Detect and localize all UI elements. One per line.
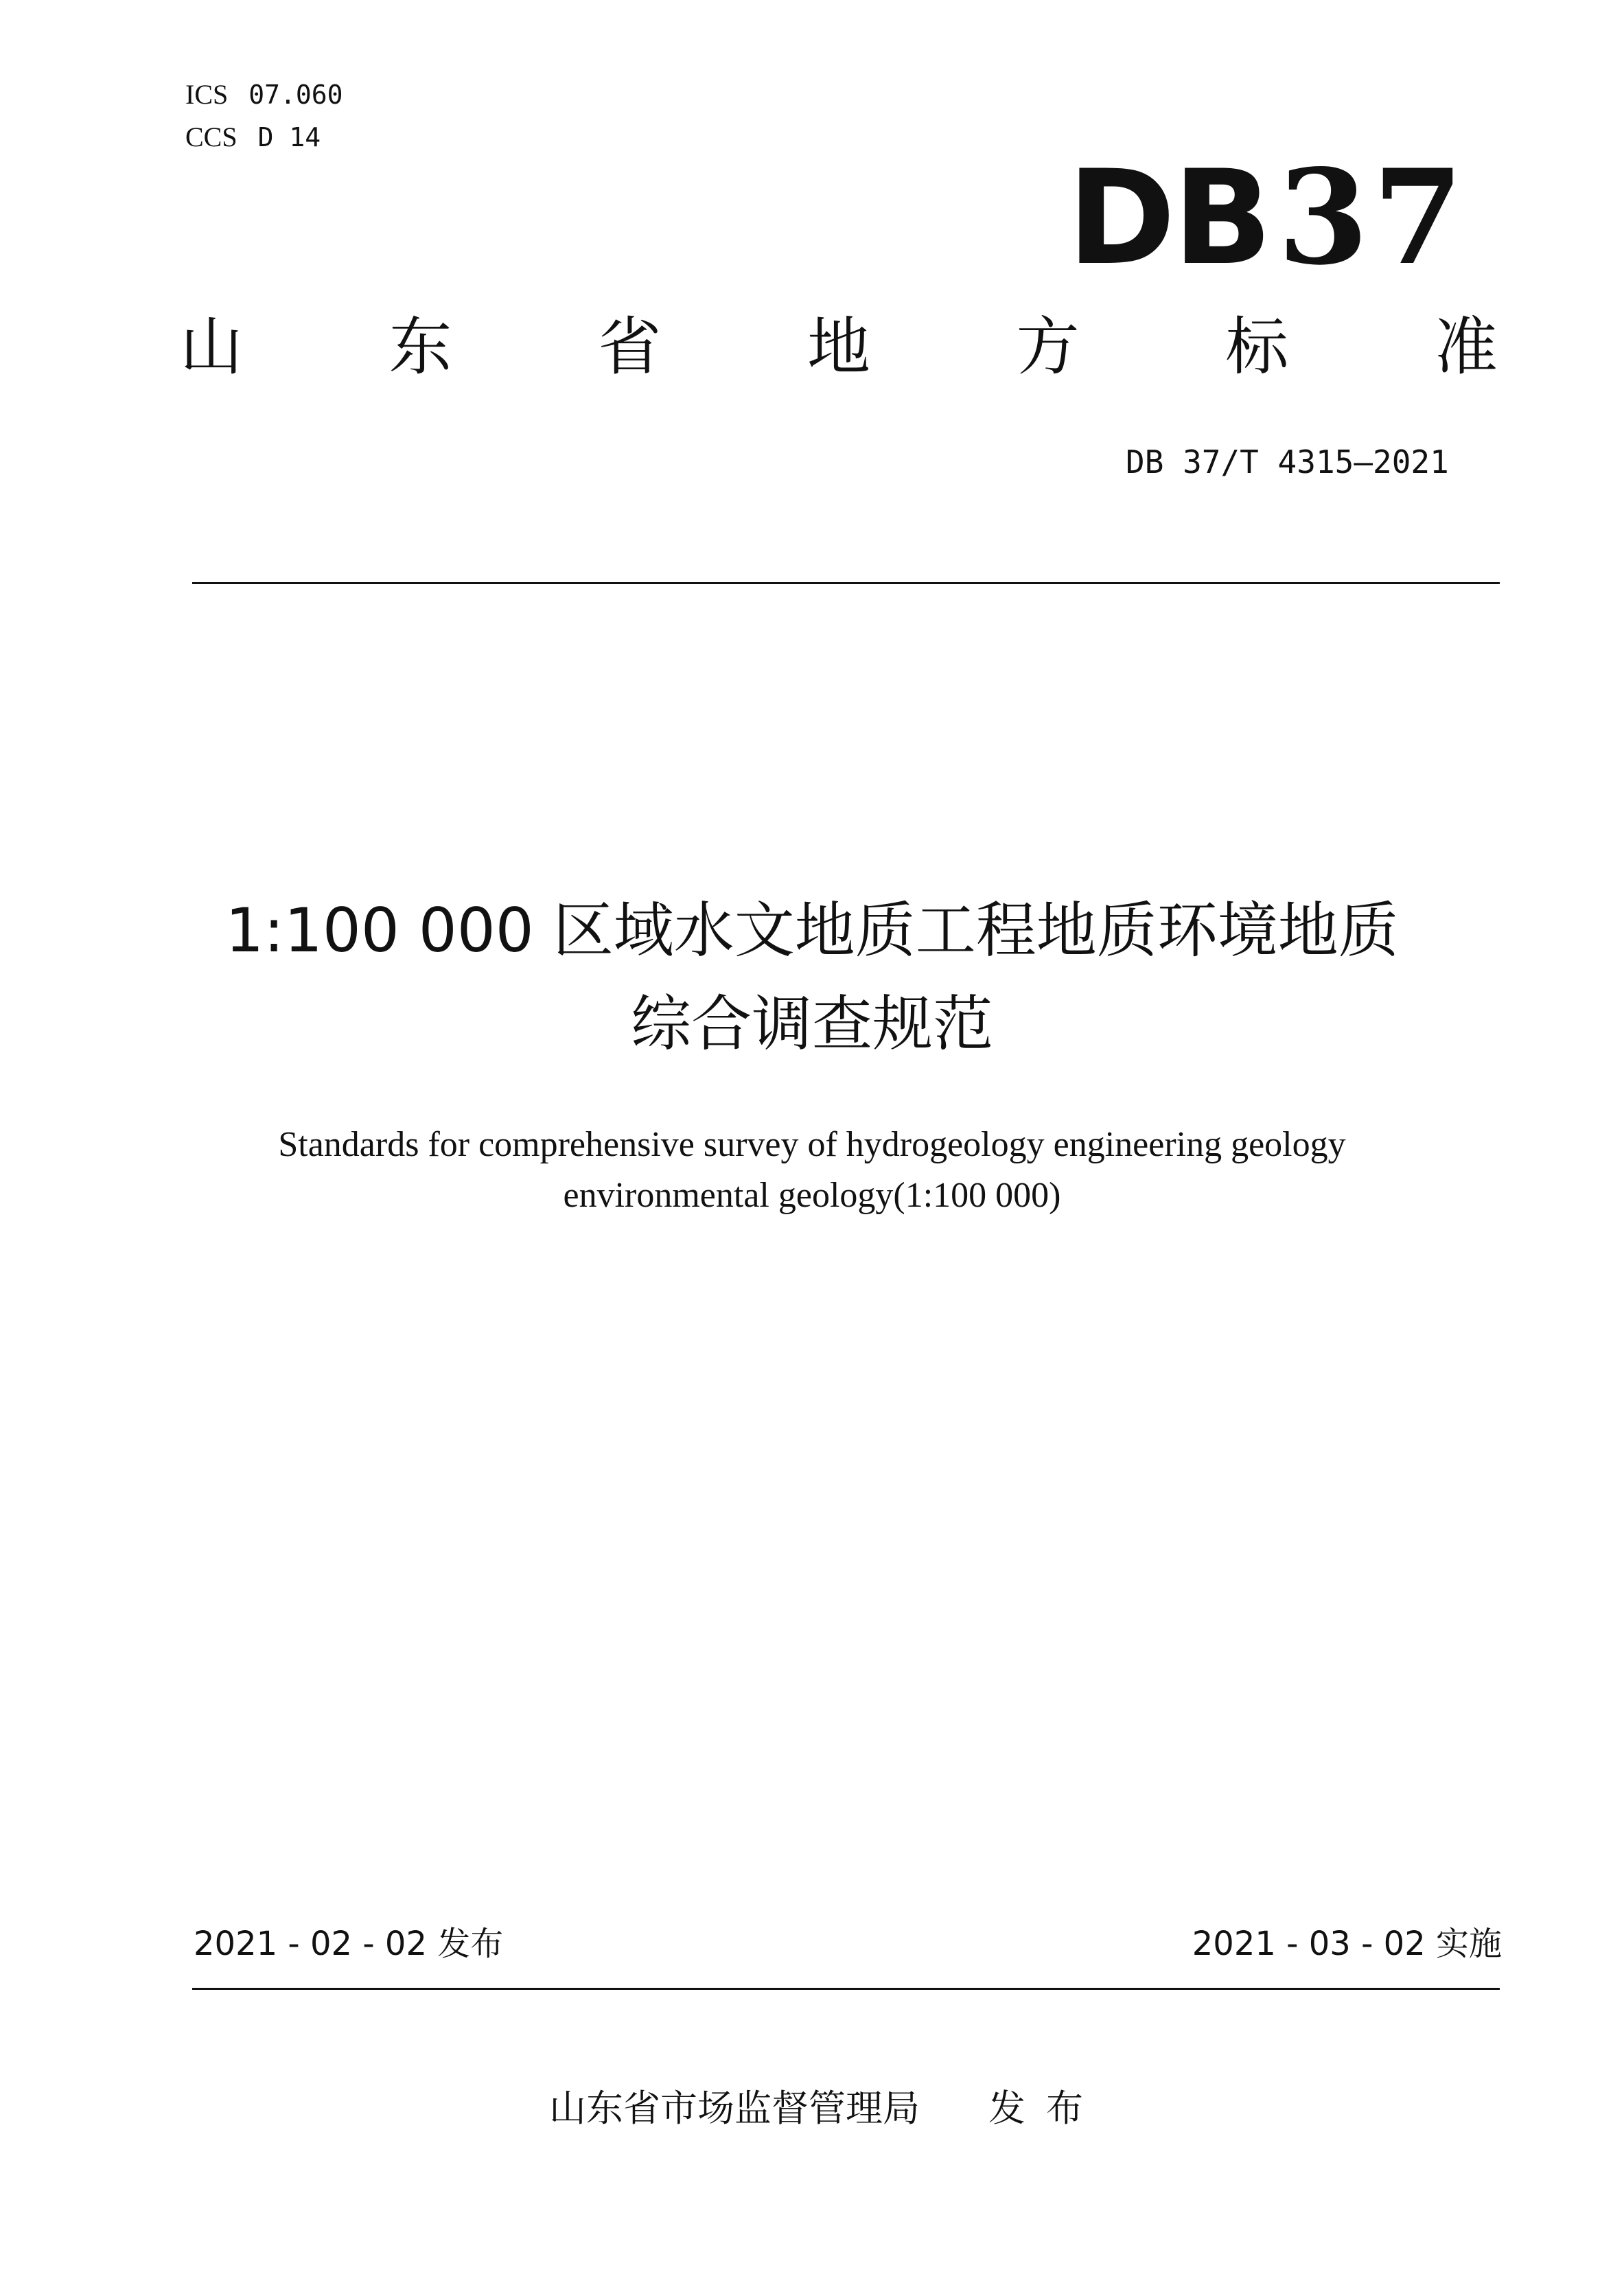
title-en-line2: environmental geology(1:100 000) (563, 1176, 1061, 1215)
ccs-label: CCS (185, 121, 237, 152)
logo-letters: DB (1067, 142, 1270, 294)
issuer-action: 发布 (988, 2087, 1104, 2130)
standard-type-char: 省 (598, 310, 662, 384)
issuer-name: 山东省市场监督管理局 (549, 2087, 920, 2130)
standard-type-char: 准 (1434, 310, 1498, 384)
ccs-value: D 14 (257, 122, 321, 152)
title-zh-line2: 综合调查规范 (630, 988, 993, 1059)
ccs-code (185, 121, 321, 152)
implementation-date: 2021 - 03 - 02 实施 (1192, 1925, 1502, 1963)
standard-type-heading (180, 310, 1498, 384)
standard-type-char: 东 (388, 310, 452, 384)
standard-type-char: 山 (180, 310, 244, 384)
db37-logo (1067, 141, 1468, 294)
title-zh-line1: 1:100 000 区域水文地质工程地质环境地质 (225, 895, 1399, 966)
standard-type-char: 标 (1225, 310, 1289, 384)
standard-type-char: 地 (807, 310, 870, 384)
ics-label: ICS (185, 79, 229, 110)
standard-type-char: 方 (1016, 310, 1080, 384)
ics-code (185, 81, 343, 108)
ics-value: 07.060 (248, 80, 343, 110)
standard-number: DB 37/T 4315—2021 (1126, 443, 1449, 480)
header-divider (192, 582, 1500, 584)
logo-number: 37 (1277, 141, 1468, 294)
title-en-line1: Standards for comprehensive survey of hydrogeology engineering geology (278, 1125, 1346, 1164)
footer-divider (192, 1988, 1500, 1990)
release-date: 2021 - 02 - 02 发布 (194, 1925, 504, 1963)
issuer (549, 2087, 1104, 2130)
